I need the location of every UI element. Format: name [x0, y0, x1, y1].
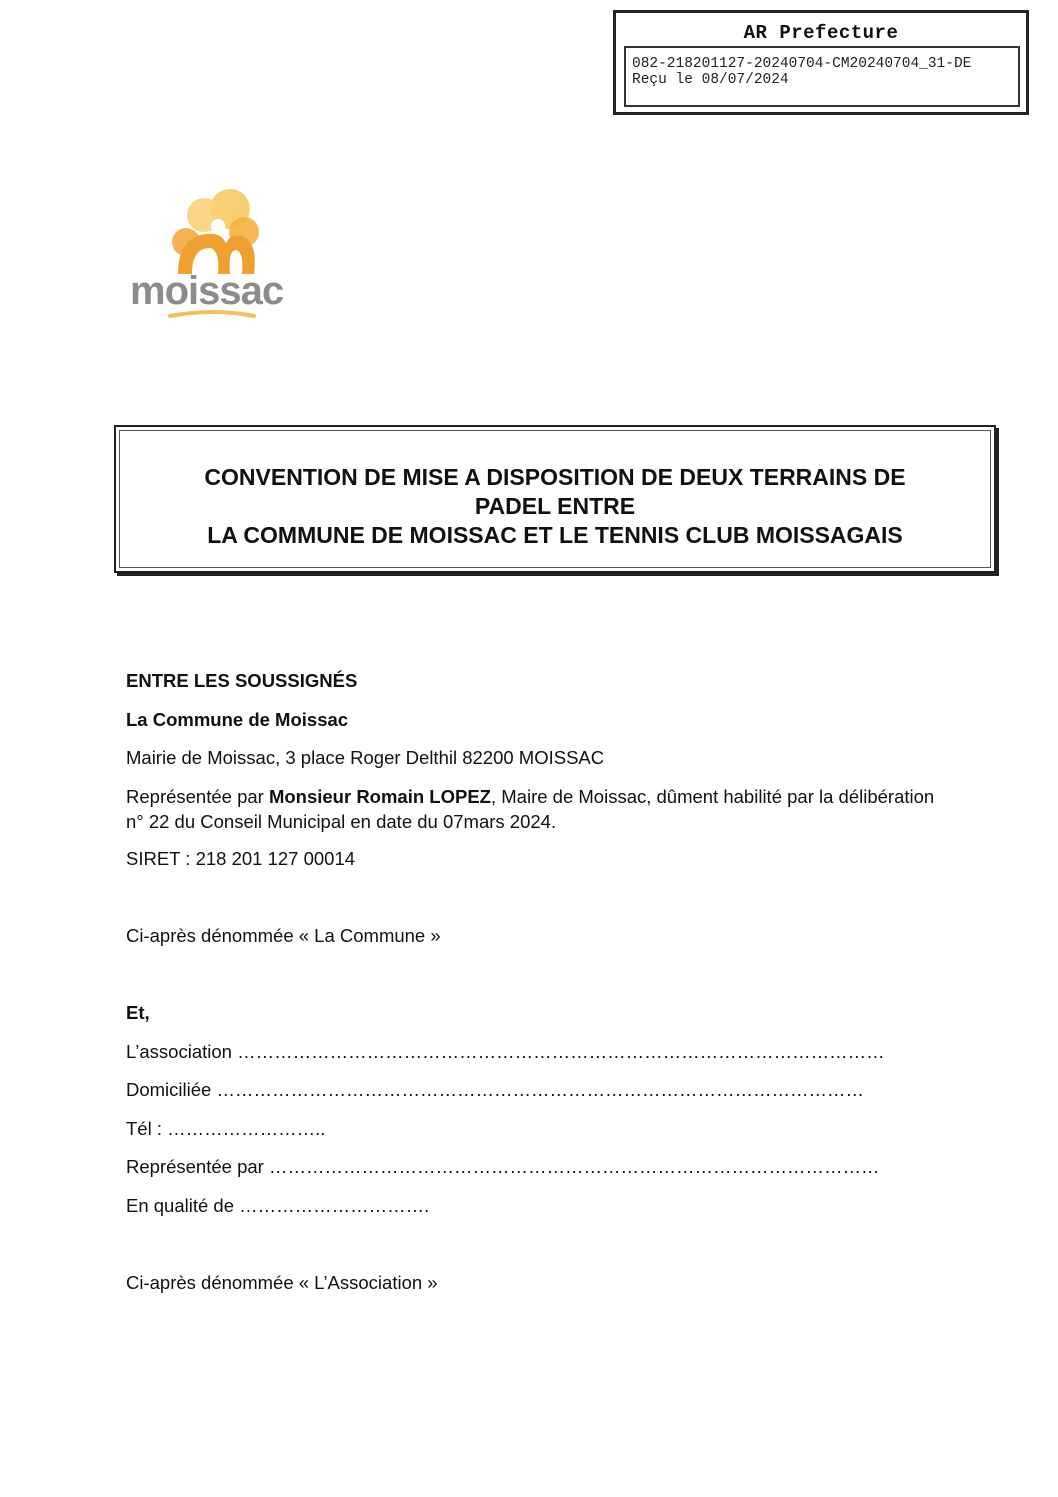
stamp-received-date: Reçu le 08/07/2024 [632, 72, 789, 88]
title-line-1: CONVENTION DE MISE A DISPOSITION DE DEUX TERRAINS DE [204, 464, 906, 490]
logo-text: moissac [130, 269, 284, 313]
represented-by-field: Représentée par ……………………………………………………………………………………… [126, 1156, 880, 1177]
moissac-logo [126, 182, 302, 324]
hereafter-commune: Ci-après dénommée « La Commune » [126, 925, 441, 946]
tel-field: Tél : …………………….. [126, 1118, 326, 1139]
commune-name: La Commune de Moissac [126, 709, 349, 730]
domicile-field: Domiciliée …………………………………………………………………………………………… [126, 1079, 864, 1100]
siret: SIRET : 218 201 127 00014 [126, 848, 356, 869]
commune-representative [126, 784, 1006, 834]
mayor-name: Monsieur Romain LOPEZ [268, 786, 491, 807]
and-heading: Et, [126, 1002, 150, 1023]
association-field: L’association …………………………………………………………………………………………… [126, 1041, 885, 1062]
between-heading: ENTRE LES SOUSSIGNÉS [126, 670, 358, 691]
stamp-title: AR Prefecture [743, 22, 899, 44]
stamp-reference: 082-218201127-20240704-CM20240704_31-DE [632, 56, 972, 72]
title-box [114, 425, 996, 573]
deliberation-reference: n° 22 du Conseil Municipal en date du 07mars 2024. [126, 811, 557, 832]
capacity-field: En qualité de …………………………. [126, 1195, 430, 1216]
stamp-details [624, 46, 1020, 107]
prefecture-stamp [613, 10, 1029, 115]
title-line-2: PADEL ENTRE [474, 493, 636, 519]
title-line-3: LA COMMUNE DE MOISSAC ET LE TENNIS CLUB MOISSAGAIS [207, 522, 903, 548]
commune-address: Mairie de Moissac, 3 place Roger Delthil 82200 MOISSAC [126, 747, 605, 768]
represented-suffix: , Maire de Moissac, dûment habilité par la délibération [490, 786, 935, 807]
hereafter-association: Ci-après dénommée « L’Association » [126, 1272, 438, 1293]
document-title [116, 463, 994, 550]
represented-prefix: Représentée par [126, 786, 269, 807]
